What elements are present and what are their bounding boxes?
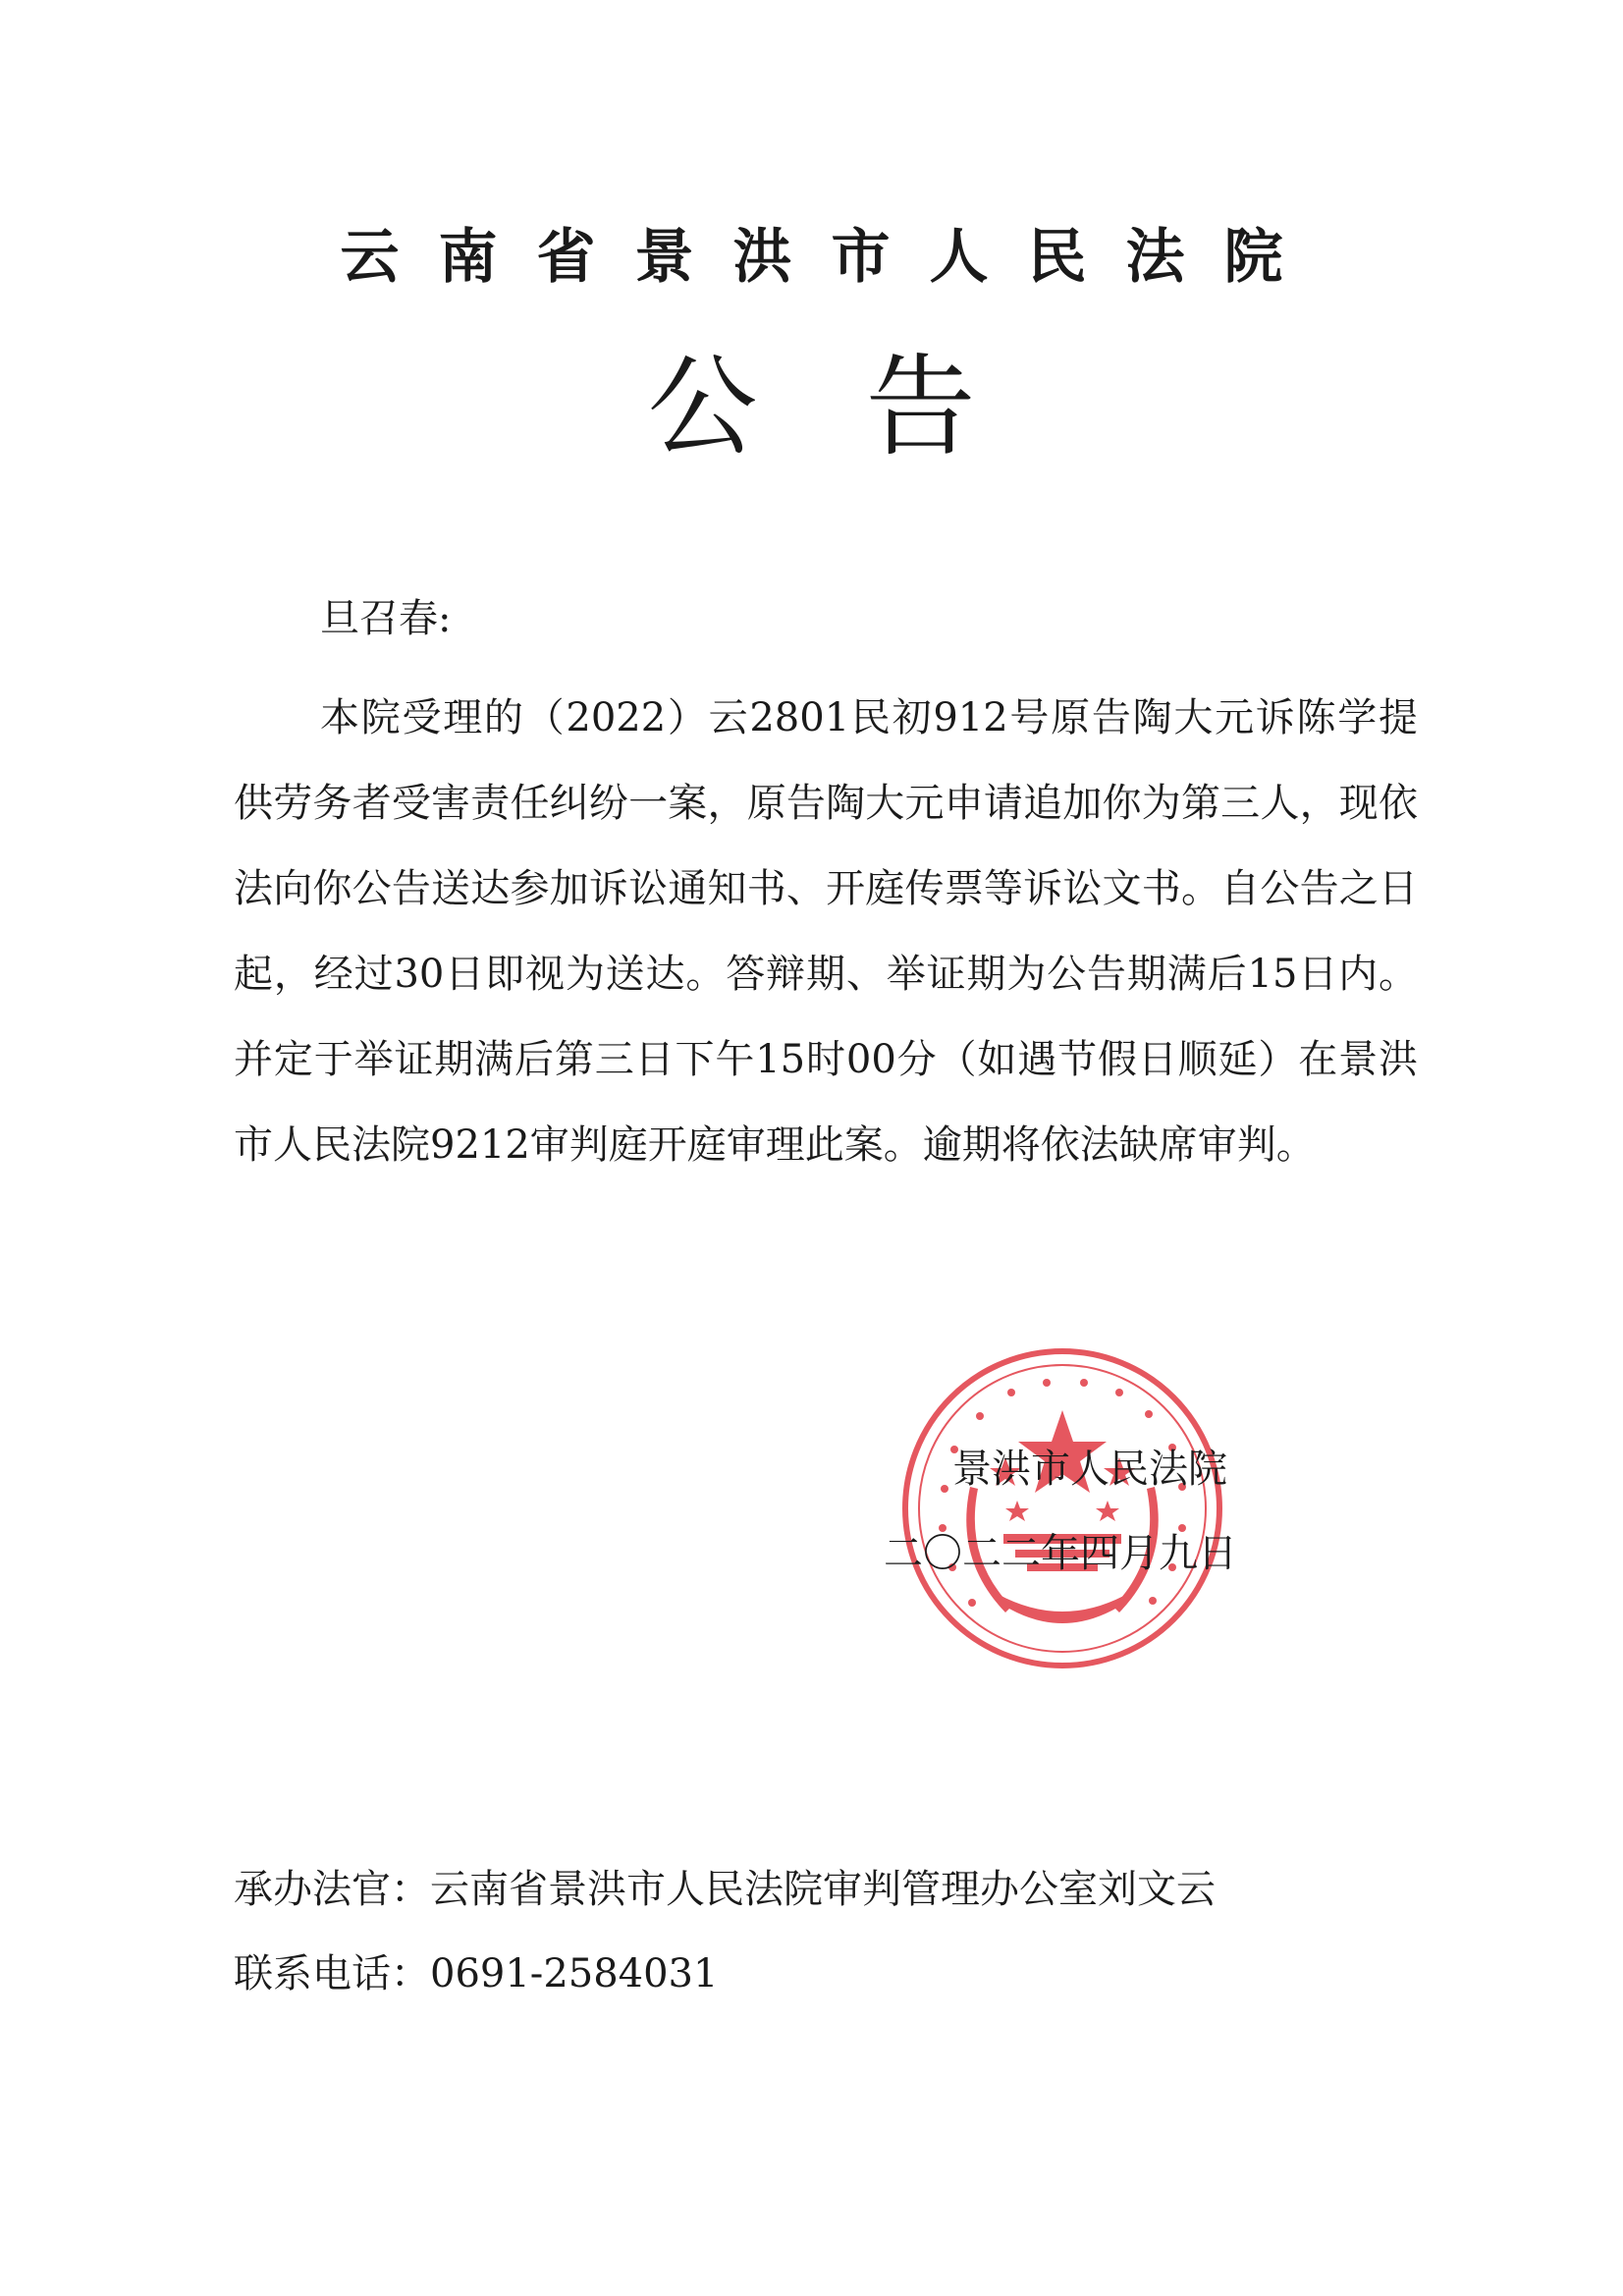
- notice-body: 本院受理的（2022）云2801民初912号原告陶大元诉陈学提供劳务者受害责任纠纷一案，原告陶大元申请追加你为第三人，现依法向你公告送达参加诉讼通知书、开庭传票等诉讼文书。自公告之日起，经过30日即视为送达。答辩期、举证期为公告期满后15日内。并定于举证期满后第三日下午15时00分（如遇节假日顺延）在景洪市人民法院9212审判庭开庭审理此案。逾期将依法缺席审判。: [234, 695, 1418, 1168]
- phone-label: 联系电话：: [234, 1951, 430, 1996]
- signature-block: [864, 1434, 1276, 1689]
- judge-label: 承办法官：: [234, 1867, 430, 1912]
- salutation: 旦召春:: [320, 596, 452, 641]
- document-title: 公告: [647, 344, 1084, 471]
- judge-value: 云南省景洪市人民法院审判管理办公室刘文云: [430, 1867, 1216, 1912]
- phone-line: [234, 1946, 718, 2001]
- court-seal-icon: [895, 1341, 1229, 1675]
- signature-date: 二〇二二年四月九日: [884, 1531, 1237, 1576]
- phone-value: 0691-2584031: [430, 1951, 719, 1996]
- judge-line: [234, 1862, 1216, 1917]
- signature-org: 景洪市人民法院: [952, 1447, 1227, 1492]
- court-name: 云南省景洪市人民法院: [340, 223, 1323, 292]
